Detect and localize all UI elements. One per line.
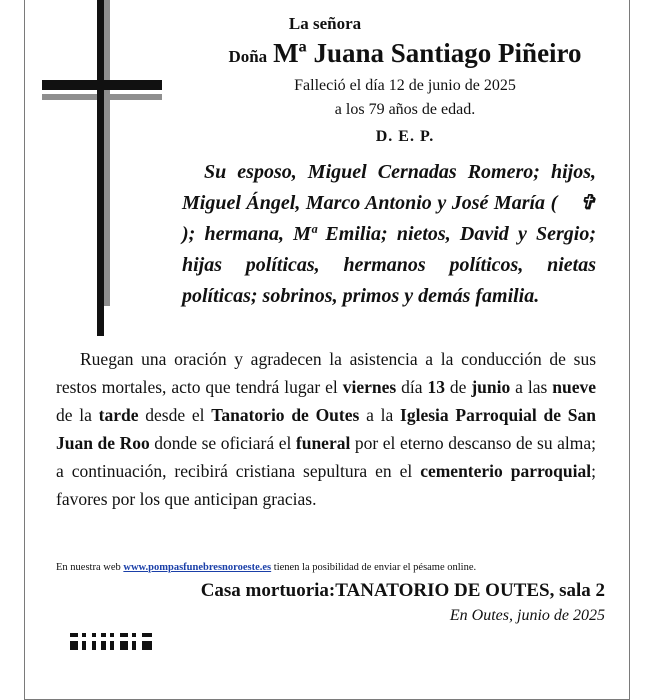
service-type: funeral [295,433,351,453]
text: Ruegan una oración y agradecen la asistencia a la conducción de sus restos mortales, acto que tendrá lugar el [56,349,596,397]
web-note-text-cont: tienen la posibilidad de enviar el pésame online. [271,562,477,573]
family-text: Su esposo, Miguel Cernadas Romero; hijos, Miguel Ángel, Marco Antonio y José María ( [182,161,596,214]
text: ; favores por los que anticipan gracias. [56,461,596,509]
month: junio [471,377,511,397]
hour: nueve [552,377,596,397]
text: desde el [138,405,212,425]
text: de la [56,405,99,425]
deceased-cross-icon: ✞ [579,192,596,214]
day-number: 13 [427,377,445,397]
text: de [444,377,472,397]
text: día [396,377,428,397]
qr-code-icon[interactable] [70,629,152,650]
cross-shadow-vertical [104,0,110,306]
age-at-death: a los 79 años de edad. [334,101,476,118]
cemetery-name: cementerio parroquial [420,461,592,481]
deceased-name-line [160,38,650,69]
funeral-home: Casa mortuoria:TANATORIO DE OUTES, sala 2 [200,580,605,601]
origin-place: Tanatorio de Outes [211,405,360,425]
website-link[interactable]: www.pompasfunebresnoroeste.es [123,562,272,573]
family-list [182,157,596,312]
cross-vertical-bar [97,0,104,336]
cross-horizontal-bar [42,80,162,90]
name-prefix: Doña [228,47,268,66]
rip: D. E. P. [375,128,435,145]
text: a la [359,405,401,425]
family-text-cont: ); hermana, Mª Emilia; nietos, David y Sergio; hijas políticas, hermanos políticos, nietas políticas; sobrinos, primos y demás familia. [182,223,596,307]
text: a las [510,377,553,397]
day-name: viernes [342,377,397,397]
web-note [56,562,616,573]
text: donde se oficiará el [149,433,296,453]
web-note-text: En nuestra web [56,562,124,573]
time-of-day: tarde [98,405,139,425]
text: por el eterno descanso de su alma; a continuación, recibirá cristiana sepultura en el [56,433,597,481]
funeral-announcement [56,345,596,513]
church-name: Iglesia Parroquial de San Juan de Roo [56,405,596,453]
death-date: Falleció el día 12 de junio de 2025 [294,77,516,94]
deceased-name: Mª Juana Santiago Piñeiro [273,38,582,68]
place-and-date: En Outes, junio de 2025 [449,607,605,624]
title: La señora [288,14,362,33]
